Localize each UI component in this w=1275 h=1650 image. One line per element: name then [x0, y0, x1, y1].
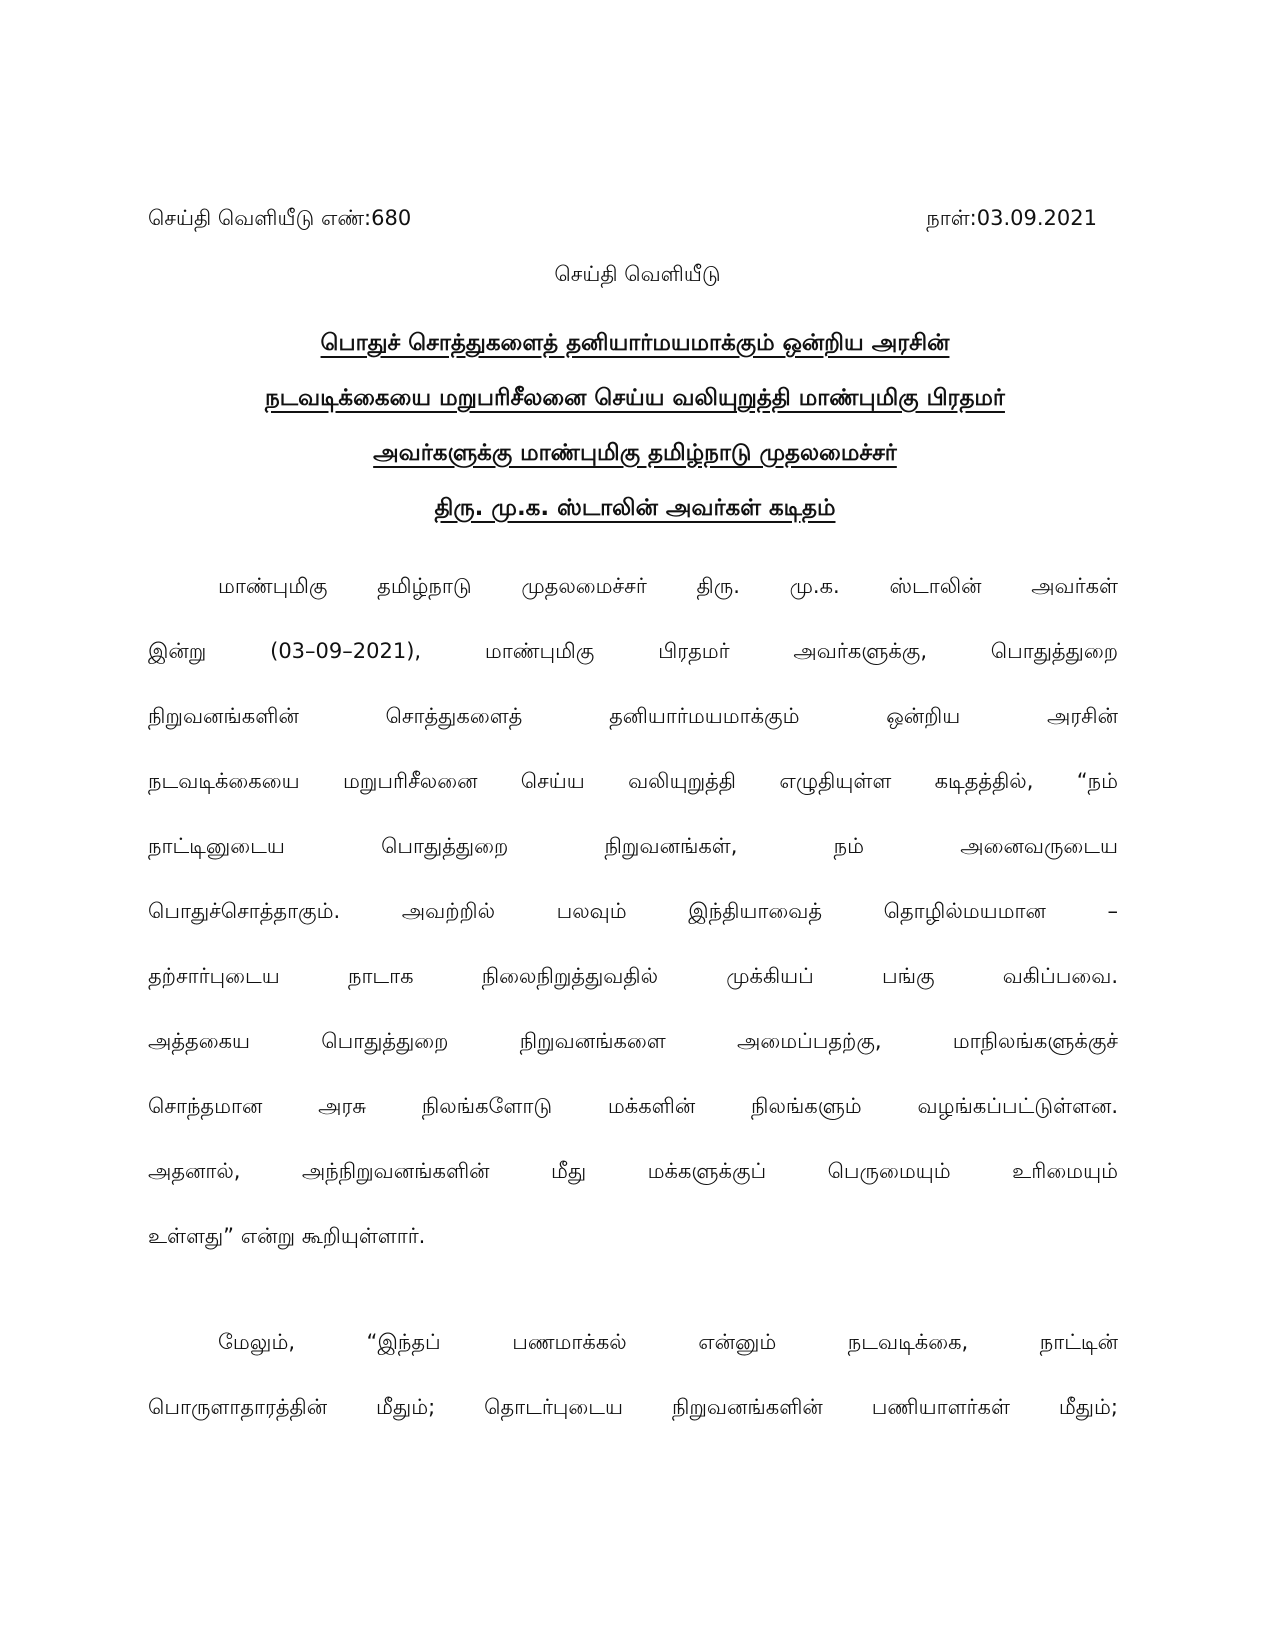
- paragraph-line: நடவடிக்கையை மறுபரிசீலனை செய்ய வலியுறுத்தி எழுதியுள்ள கடிதத்தில், “நம்: [148, 769, 1118, 793]
- paragraph-line: இன்று (03–09–2021), மாண்புமிகு பிரதமர் அவர்களுக்கு, பொதுத்துறை: [148, 639, 1118, 663]
- title-line: அவர்களுக்கு மாண்புமிகு தமிழ்நாடு முதலமைச்சர்: [373, 440, 897, 466]
- document-heading: செய்தி வெளியீடு: [554, 262, 721, 286]
- paragraph-line: உள்ளது” என்று கூறியுள்ளார்.: [148, 1224, 426, 1248]
- paragraph-line: அதனால், அந்நிறுவனங்களின் மீது மக்களுக்குப் பெருமையும் உரிமையும்: [148, 1159, 1118, 1183]
- body-paragraph-1: [148, 554, 1118, 1269]
- title-line: திரு. மு.க. ஸ்டாலின் அவர்கள் கடிதம்: [434, 495, 836, 521]
- paragraph-line: மேலும், “இந்தப் பணமாக்கல் என்னும் நடவடிக்கை, நாட்டின்: [218, 1330, 1118, 1354]
- paragraph-line: மாண்புமிகு தமிழ்நாடு முதலமைச்சர் திரு. மு.க. ஸ்டாலின் அவர்கள்: [218, 574, 1118, 598]
- release-date: நாள்:03.09.2021: [926, 206, 1097, 230]
- paragraph-line: தற்சார்புடைய நாடாக நிலைநிறுத்துவதில் முக்கியப் பங்கு வகிப்பவை.: [148, 964, 1118, 988]
- release-number: செய்தி வெளியீடு எண்:680: [148, 206, 412, 230]
- paragraph-line: நாட்டினுடைய பொதுத்துறை நிறுவனங்கள், நம் அனைவருடைய: [148, 834, 1118, 858]
- body-paragraph-2: [148, 1310, 1118, 1440]
- title-line: நடவடிக்கையை மறுபரிசீலனை செய்ய வலியுறுத்தி மாண்புமிகு பிரதமர்: [265, 385, 1005, 411]
- document-title: [140, 316, 1130, 536]
- paragraph-line: சொந்தமான அரசு நிலங்களோடு மக்களின் நிலங்களும் வழங்கப்பட்டுள்ளன.: [148, 1094, 1118, 1118]
- title-line: பொதுச் சொத்துகளைத் தனியார்மயமாக்கும் ஒன்றிய அரசின்: [320, 330, 950, 356]
- paragraph-line: பொருளாதாரத்தின் மீதும்; தொடர்புடைய நிறுவனங்களின் பணியாளர்கள் மீதும்;: [148, 1395, 1118, 1419]
- paragraph-line: நிறுவனங்களின் சொத்துகளைத் தனியார்மயமாக்கும் ஒன்றிய அரசின்: [148, 704, 1118, 728]
- paragraph-line: அத்தகைய பொதுத்துறை நிறுவனங்களை அமைப்பதற்கு, மாநிலங்களுக்குச்: [148, 1029, 1118, 1053]
- paragraph-line: பொதுச்சொத்தாகும். அவற்றில் பலவும் இந்தியாவைத் தொழில்மயமான –: [148, 899, 1118, 923]
